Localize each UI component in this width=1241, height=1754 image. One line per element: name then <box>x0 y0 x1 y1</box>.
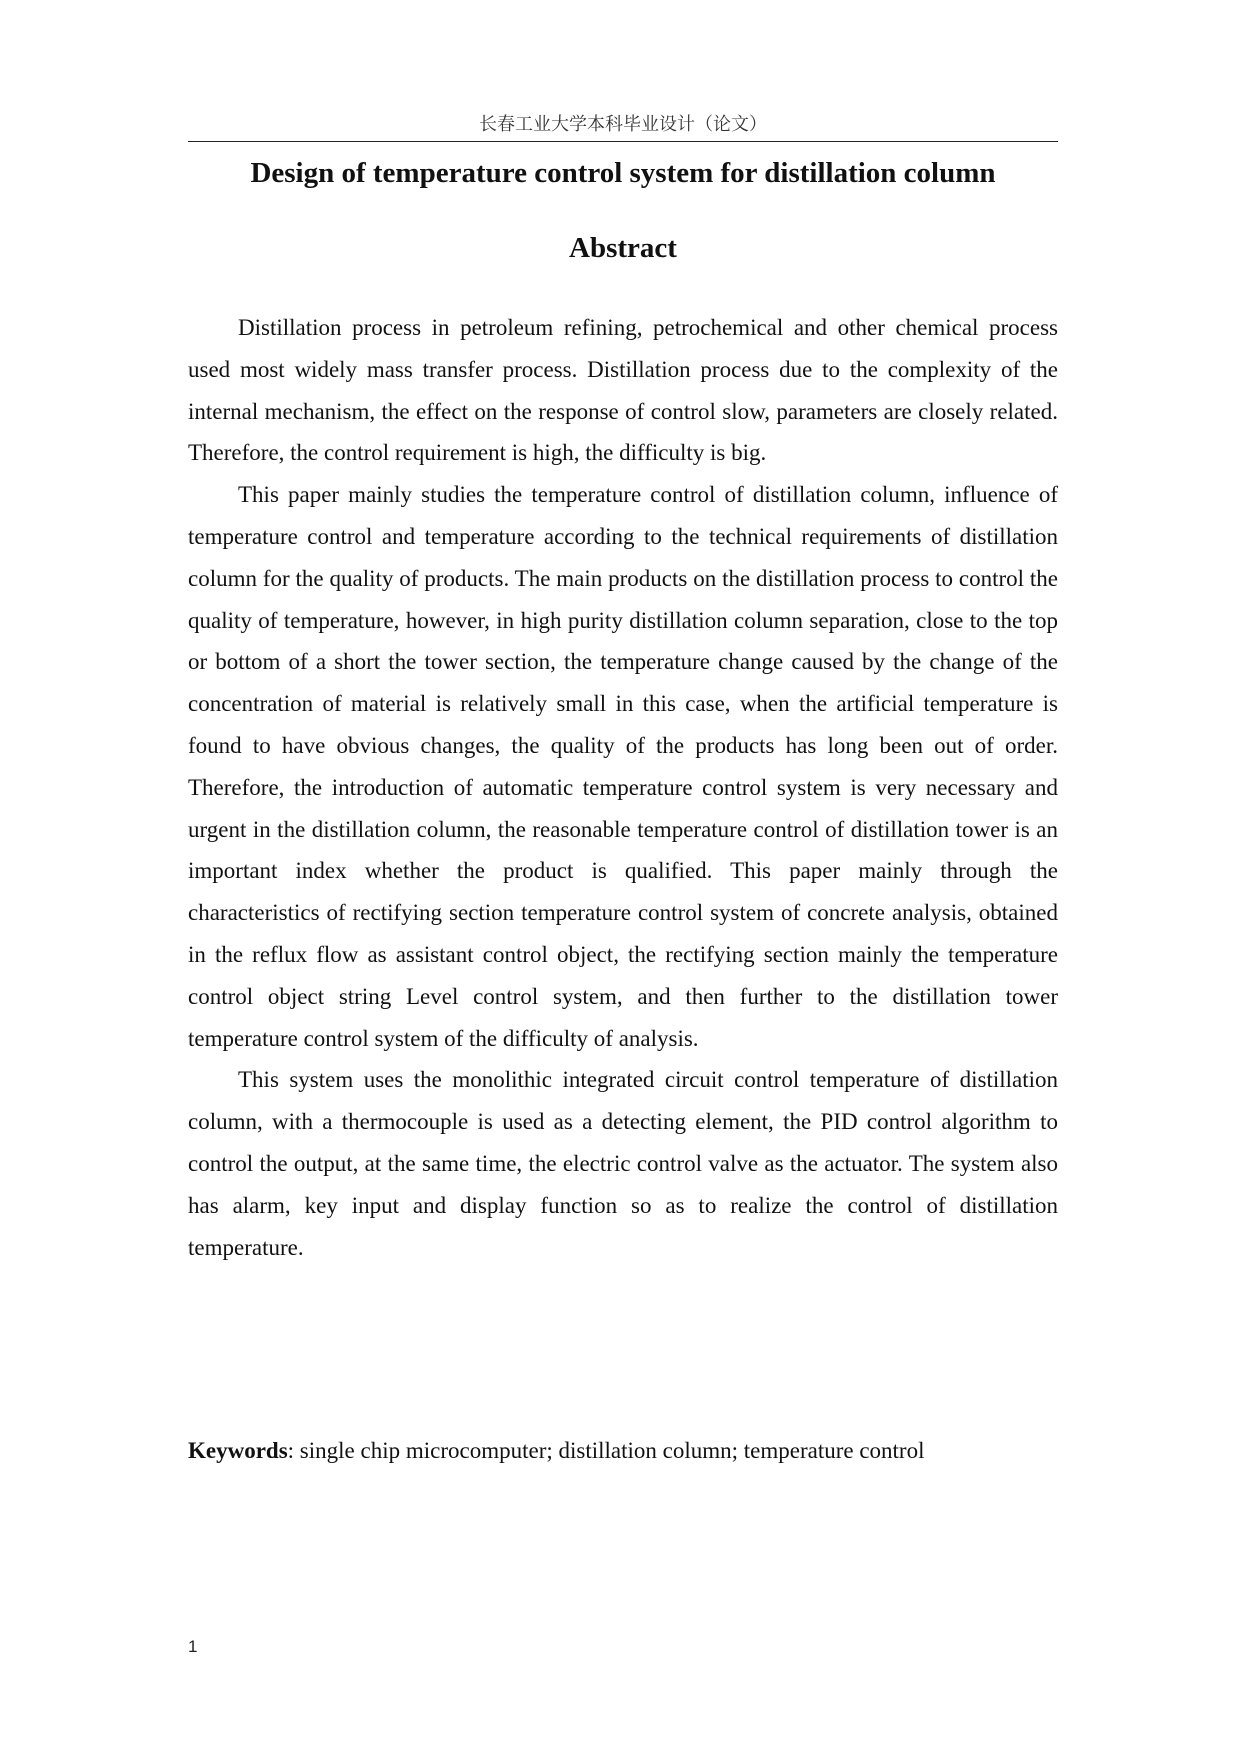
abstract-paragraph-3: This system uses the monolithic integrated circuit control temperature of distillation column, with a thermocouple is used as a detecting element, the PID control algorithm to control the output, at the same time, the electric control valve as the actuator. The system also has alarm, key input and display function so as to realize the control of distillation temperature. <box>188 1067 1058 1260</box>
running-header: 长春工业大学本科毕业设计（论文） <box>479 114 767 135</box>
keywords-text: : single chip microcomputer; distillation column; temperature control <box>287 1438 925 1463</box>
document-title: Design of temperature control system for distillation column <box>250 157 996 189</box>
header-rule <box>188 141 1058 142</box>
abstract-heading: Abstract <box>569 232 677 264</box>
abstract-body <box>188 307 1058 1268</box>
page-number: 1 <box>188 1637 198 1656</box>
keywords-label: Keywords <box>188 1438 288 1463</box>
abstract-paragraph-2: This paper mainly studies the temperature control of distillation column, influence of temperature control and temperature according to the technical requirements of distillation column for the quality of products. The main products on the distillation process to control the quality of temperature, however, in high purity distillation column separation, close to the top or bottom of a short the tower section, the temperature change caused by the change of the concentration of material is relatively small in this case, when the artificial temperature is found to have obvious changes, the quality of the products has long been out of order. Therefore, the introduction of automatic temperature control system is very necessary and urgent in the distillation column, the reasonable temperature control of distillation tower is an important index whether the product is qualified. This paper mainly through the characteristics of rectifying section temperature control system of concrete analysis, obtained in the reflux flow as assistant control object, the rectifying section mainly the temperature control object string Level control system, and then further to the distillation tower temperature control system of the difficulty of analysis. <box>188 482 1058 1051</box>
abstract-paragraph-1: Distillation process in petroleum refining, petrochemical and other chemical process used most widely mass transfer process. Distillation process due to the complexity of the internal mechanism, the effect on the response of control slow, parameters are closely related. Therefore, the control requirement is high, the difficulty is big. <box>188 315 1058 466</box>
keywords-line <box>188 1434 1058 1468</box>
